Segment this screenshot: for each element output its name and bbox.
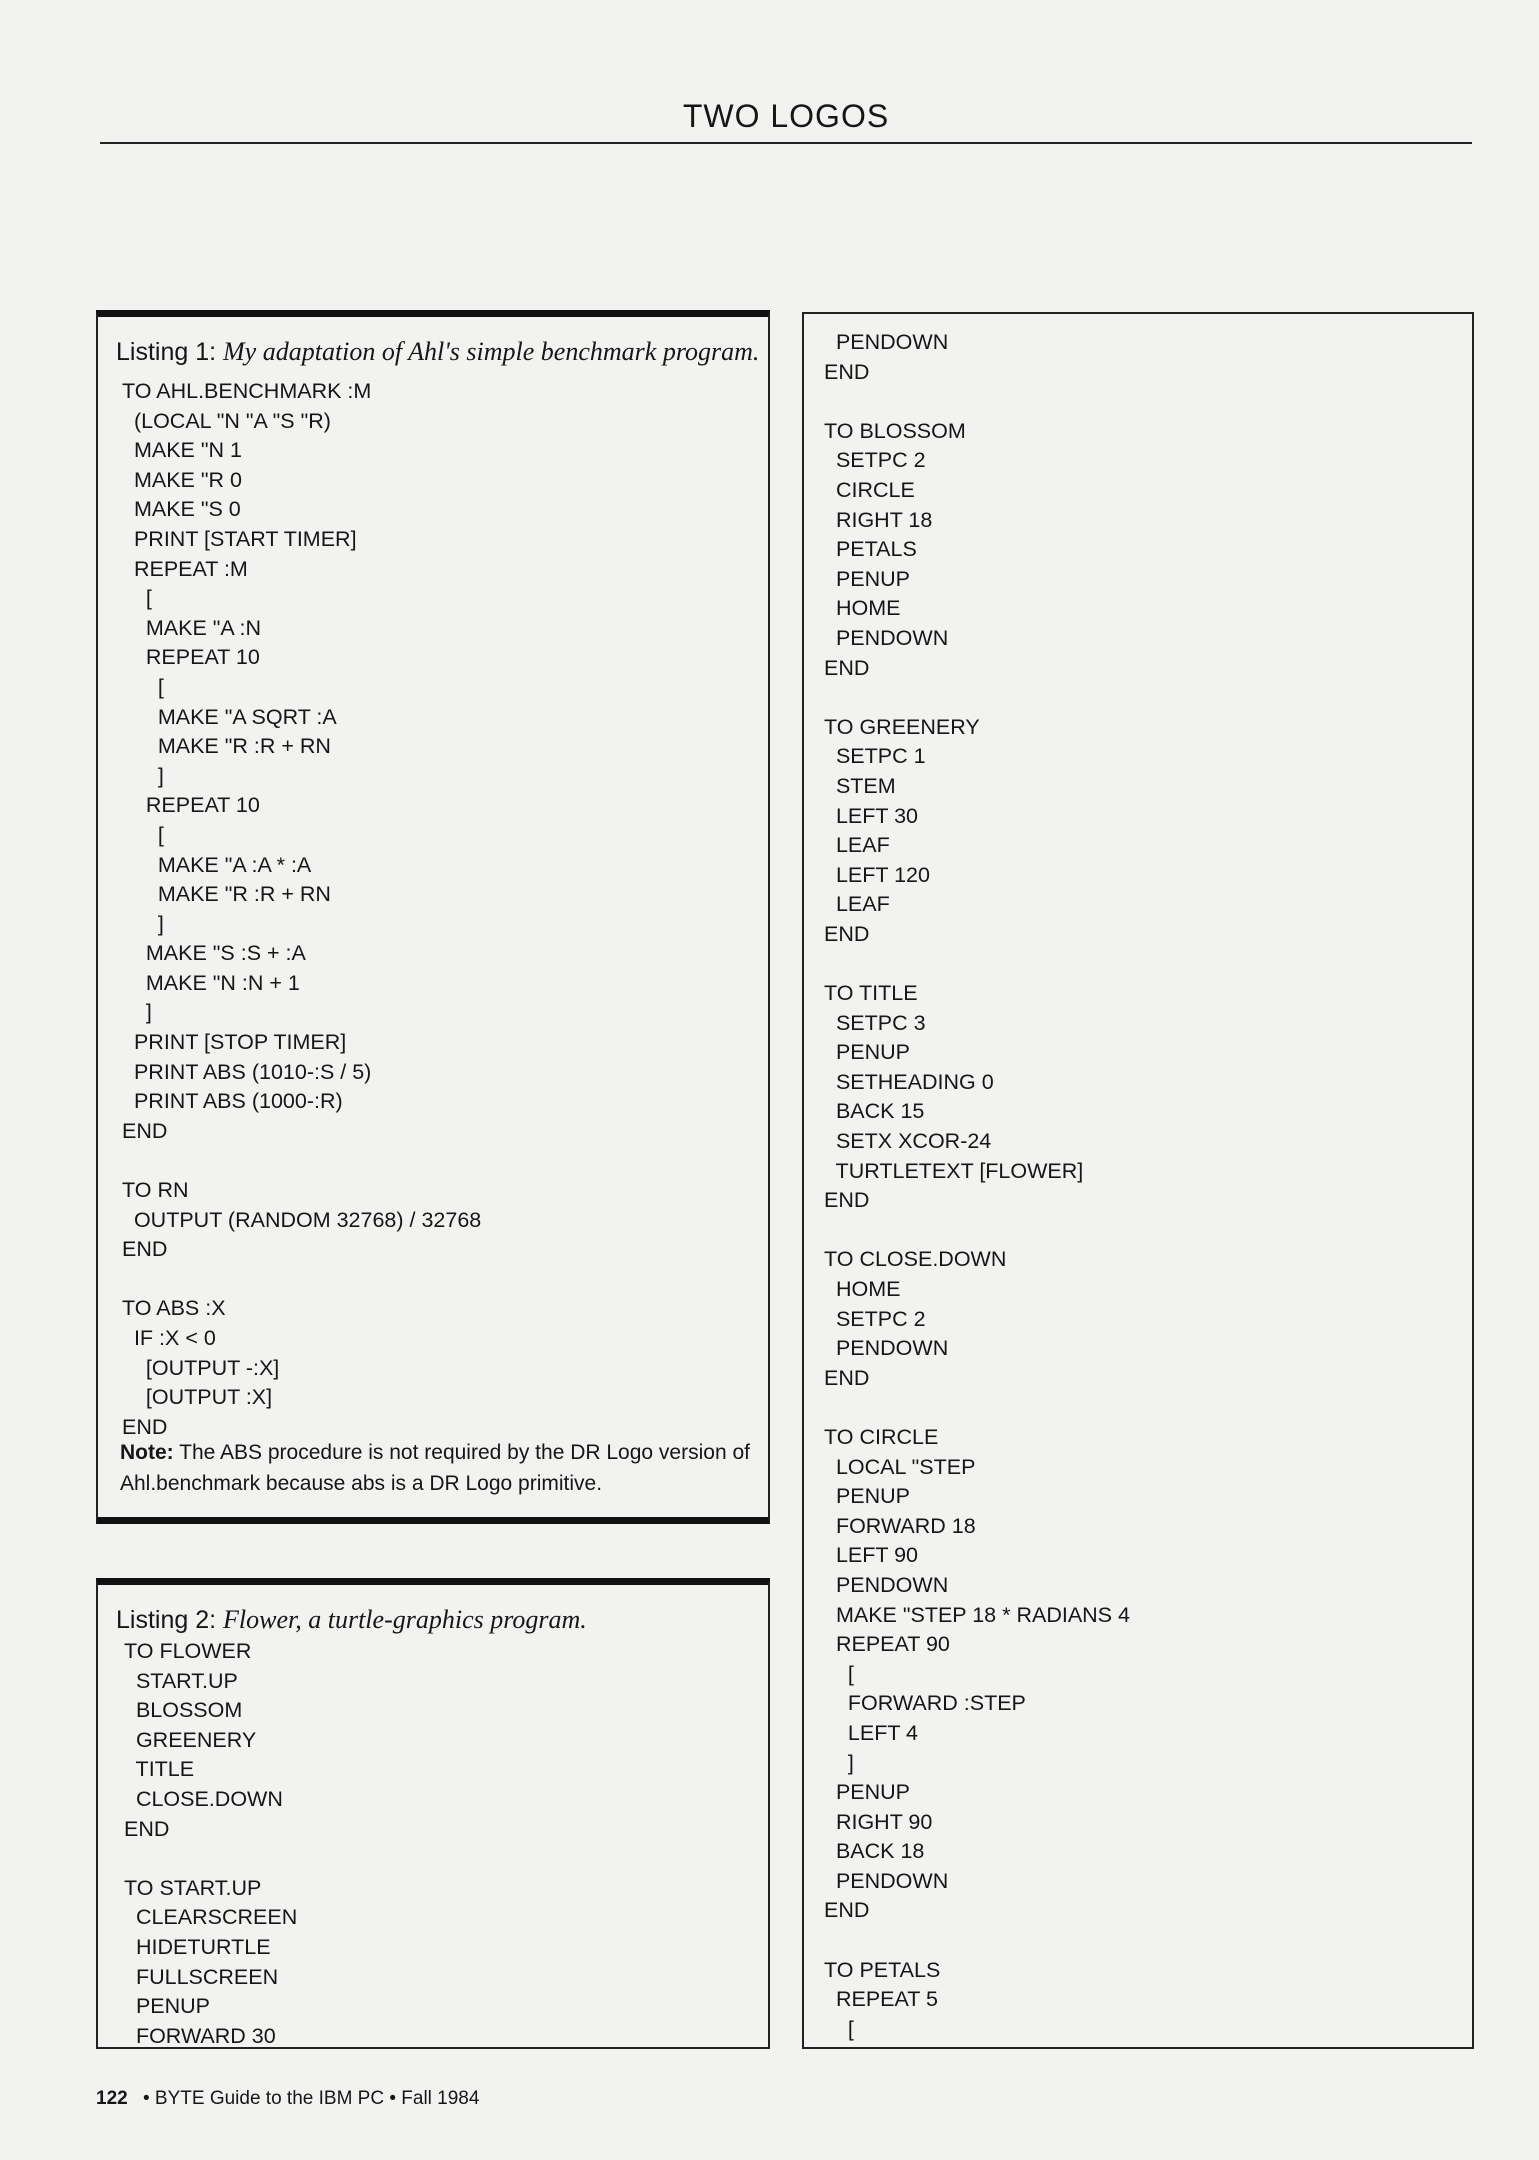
listing-2-caption-label: Listing 2: — [116, 1606, 217, 1634]
note-text: The ABS procedure is not required by the DR Logo version of Ahl.benchmark because abs is a DR Logo primitive. — [120, 1441, 750, 1495]
page-number: 122 — [96, 2088, 128, 2109]
listing-1-box — [96, 310, 770, 1524]
listing-1-note — [120, 1437, 760, 1499]
header-rule — [100, 142, 1472, 144]
listing-2-caption — [116, 1605, 587, 1635]
listing-2-box — [96, 1578, 770, 2049]
listing-2-caption-text: Flower, a turtle-graphics program. — [223, 1605, 587, 1634]
listing-2-continued-code: PENDOWN END TO BLOSSOM SETPC 2 CIRCLE RIGHT 18 PETALS PENUP HOME PENDOWN END TO GREENERY SETPC 1 STEM LEFT 30 LEAF LEFT 120 LEAF END TO TITLE SETPC 3 PENUP SETHEADING 0 BACK 15 SETX XCOR-24 TURTLETEXT [FLOWER] END TO CLOSE.DOWN HOME SETPC 2 PENDOWN END TO CIRCLE LOCAL "STEP PENUP FORWARD 18 LEFT 90 PENDOWN MAKE "STEP 18 * RADIANS 4 REPEAT 90 [ FORWARD :STEP LEFT 4 ] PENUP RIGHT 90 BACK 18 PENDOWN END TO PETALS REPEAT 5 [ — [824, 330, 1130, 2041]
listing-1-caption — [116, 337, 759, 367]
listing-1-caption-text: My adaptation of Ahl's simple benchmark program. — [223, 337, 760, 366]
listing-2-continued-box — [802, 312, 1474, 2049]
note-label: Note: — [120, 1441, 174, 1464]
page-title: TWO LOGOS — [682, 98, 890, 134]
listing-1-code: TO AHL.BENCHMARK :M (LOCAL "N "A "S "R) MAKE "N 1 MAKE "R 0 MAKE "S 0 PRINT [START TIMER] REPEAT :M [ MAKE "A :N REPEAT 10 [ MAKE "A SQRT :A MAKE "R :R + RN ] REPEAT 10 [ MAKE "A :A * :A MAKE "R :R + RN ] MAKE "S :S + :A MAKE "N :N + 1 ] PRINT [STOP TIMER] PRINT ABS (1010-:S / 5) PRINT ABS (1000-:R) END TO RN OUTPUT (RANDOM 32768) / 32768 END TO ABS :X IF :X < 0 [OUTPUT -:X] [OUTPUT :X] END — [122, 379, 482, 1439]
footer-text: • BYTE Guide to the IBM PC • Fall 1984 — [142, 2088, 480, 2109]
page-footer — [96, 2088, 479, 2110]
listing-1-caption-label: Listing 1: — [116, 338, 217, 366]
listing-2-code: TO FLOWER START.UP BLOSSOM GREENERY TITLE CLOSE.DOWN END TO START.UP CLEARSCREEN HIDETURTLE FULLSCREEN PENUP FORWARD 30 — [124, 1639, 298, 2048]
